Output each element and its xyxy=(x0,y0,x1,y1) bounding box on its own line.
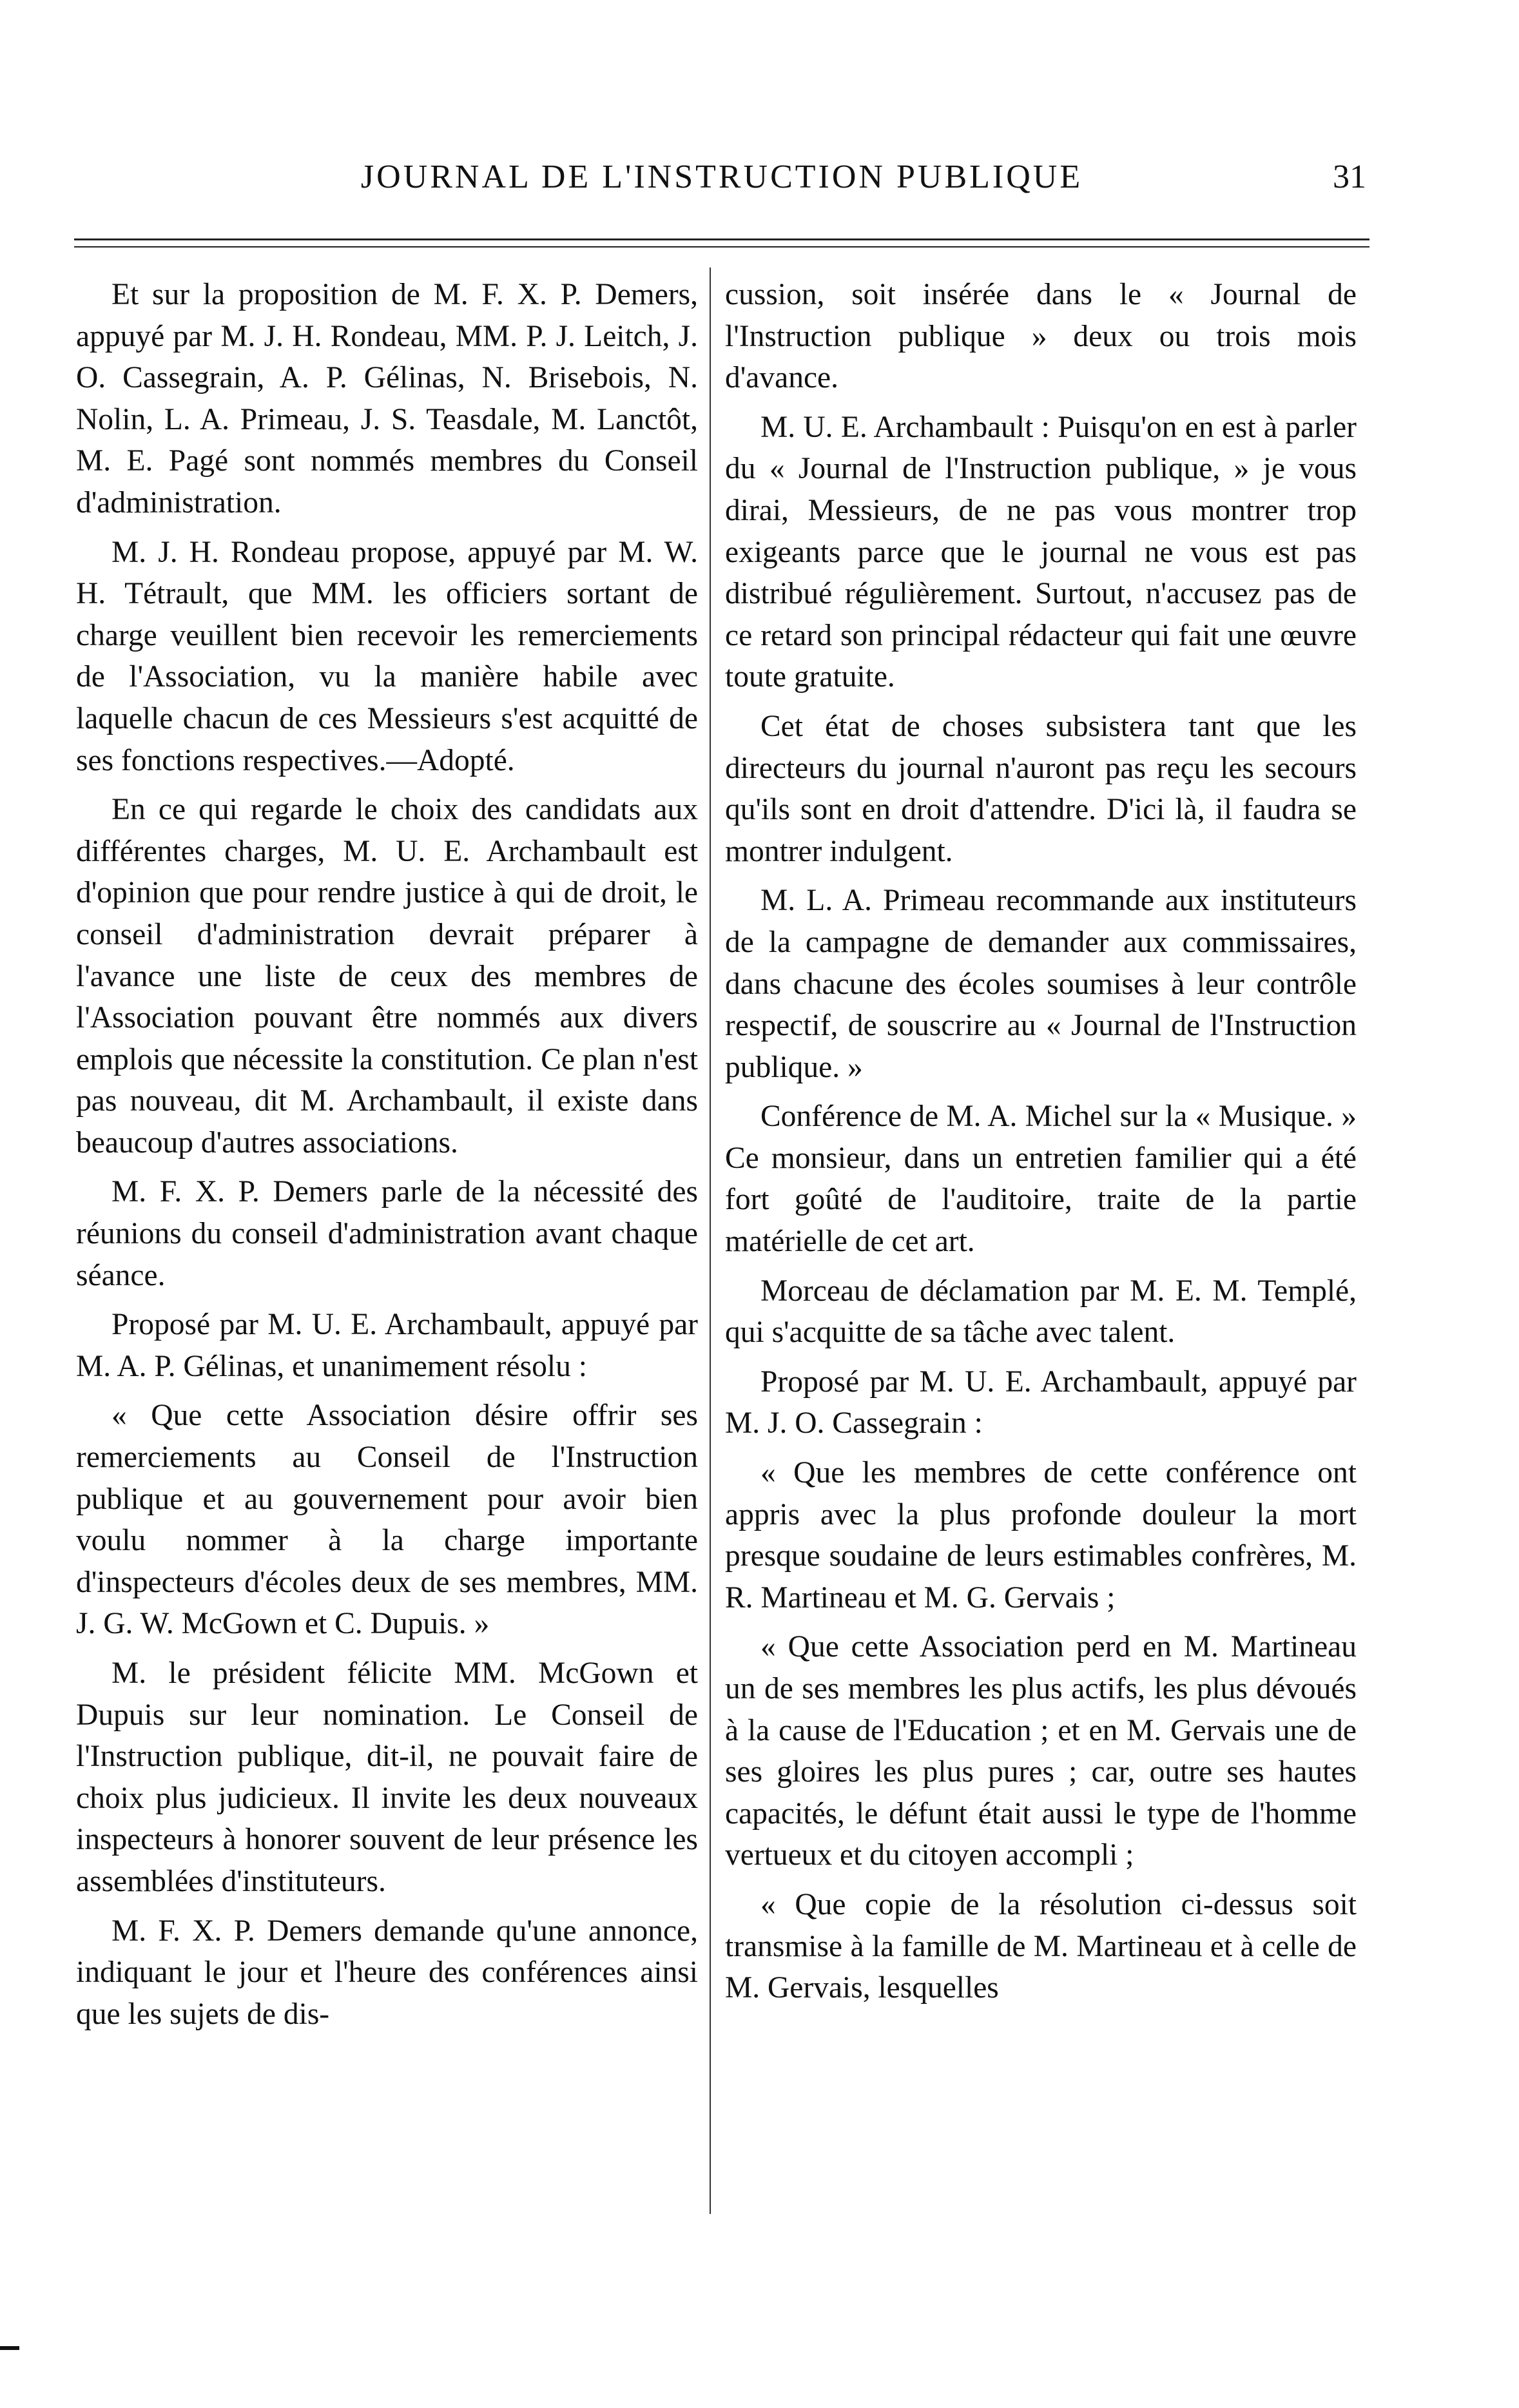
header-rule-bottom xyxy=(74,246,1369,248)
column-divider xyxy=(710,267,711,2214)
paragraph-condoleances: « Que les membres de cette conférence ont appris avec la plus profonde douleur la mort presque soudaine de leurs estimables confrères, M. R. Martineau et M. G. Gervais ; xyxy=(725,1456,1357,1615)
paragraph-propose-resolu: Proposé par M. U. E. Archambault, appuyé par M. A. P. Gélinas, et unanimement résolu : xyxy=(76,1308,698,1383)
paragraph-resolution-remerciements: « Que cette Association désire offrir ses remerciements au Conseil de l'Instruction publique et au gouvernement pour avoir bien voulu nommer à la charge importante d'inspecteurs d'écoles deux de ses membres, MM. J. G. W. McGown et C. Dupuis. » xyxy=(76,1399,698,1641)
page-header xyxy=(77,158,1366,209)
paragraph-primeau-recommande: M. L. A. Primeau recommande aux instituteurs de la campagne de demander aux commissaires, dans chacune des écoles soumises à leur contrôle respectif, de souscrire au « Journal de l'Instruction publique. » xyxy=(725,884,1357,1084)
paragraph-discussion-insere: cussion, soit insérée dans le « Journal de l'Instruction publique » deux ou trois mois d'avance. xyxy=(725,278,1357,395)
paragraph-president-felicite: M. le président félicite MM. McGown et Dupuis sur leur nomination. Le Conseil de l'Instruction publique, dit-il, ne pouvait faire de choix plus judicieux. Il invite les deux nouveaux inspecteurs à honorer souvent de leur présence les assemblées d'instituteurs. xyxy=(76,1656,698,1898)
scan-edge-mark xyxy=(0,2346,19,2350)
paragraph-remerciements-officiers: M. J. H. Rondeau propose, appuyé par M. W. H. Tétrault, que MM. les officiers sortant de charge veuillent bien recevoir les remerciements de l'Association, vu la manière habile avec laquelle chacun de ces Messieurs s'est acquitté de ses fonctions respectives.—Adopté. xyxy=(76,535,698,777)
page-number: 31 xyxy=(1333,159,1366,195)
paragraph-demande-annonce: M. F. X. P. Demers demande qu'une annonce, indiquant le jour et l'heure des conférences ainsi que les sujets de dis- xyxy=(76,1914,698,2031)
paragraph-etat-choses: Cet état de choses subsistera tant que les directeurs du journal n'auront pas reçu les secours qu'ils sont en droit d'attendre. D'ici là, il faudra se montrer indulgent. xyxy=(725,709,1357,868)
paragraph-choix-candidats: En ce qui regarde le choix des candidats aux différentes charges, M. U. E. Archambault est d'opinion que pour rendre justice à qui de droit, le conseil d'administration devrait préparer à l'avance une liste de ceux des membres de l'Association pouvant être nommés aux divers emplois que nécessite la constitution. Ce plan n'est pas nouveau, dit M. Archambault, il existe dans beaucoup d'autres associations. xyxy=(76,793,698,1160)
paragraph-reunions-conseil: M. F. X. P. Demers parle de la nécessité des réunions du conseil d'administration avant chaque séance. xyxy=(76,1175,698,1292)
paragraph-declamation: Morceau de déclamation par M. E. M. Templé, qui s'acquitte de sa tâche avec talent. xyxy=(725,1274,1357,1350)
paragraph-conseil-administration: Et sur la proposition de M. F. X. P. Demers, appuyé par M. J. H. Rondeau, MM. P. J. Leitch, J. O. Cassegrain, A. P. Gélinas, N. Brisebois, N. Nolin, L. A. Primeau, J. S. Teasdale, M. Lanctôt, M. E. Pagé sont nommés membres du Conseil d'administration. xyxy=(76,278,698,519)
paragraph-archambault-journal: M. U. E. Archambault : Puisqu'on en est à parler du « Journal de l'Instruction publique, » je vous dirai, Messieurs, de ne pas vous montrer trop exigeants parce que le journal ne vous est pas distribué régulièrement. Surtout, n'accusez pas de ce retard son principal rédacteur qui fait une œuvre toute gratuite. xyxy=(725,410,1357,694)
paragraph-association-perd: « Que cette Association perd en M. Martineau un de ses membres les plus actifs, les plus dévoués à la cause de l'Education ; et en M. Gervais une de ses gloires les plus pures ; car, outre ses hautes capacités, le défunt était aussi le type de l'homme vertueux et du citoyen accompli ; xyxy=(725,1630,1357,1872)
paragraph-copie-resolution: « Que copie de la résolution ci-dessus soit transmise à la famille de M. Martineau et à celle de M. Gervais, lesquelles xyxy=(725,1887,1357,2005)
right-column xyxy=(725,274,1357,2009)
paragraph-conference-musique: Conférence de M. A. Michel sur la « Musique. » Ce monsieur, dans un entretien familier qui a été fort goûté de l'auditoire, traite de la partie matérielle de cet art. xyxy=(725,1100,1357,1259)
left-column xyxy=(76,274,698,2035)
running-title: JOURNAL DE L'INSTRUCTION PUBLIQUE xyxy=(360,159,1083,195)
paragraph-propose-archambault: Proposé par M. U. E. Archambault, appuyé par M. J. O. Cassegrain : xyxy=(725,1364,1357,1441)
header-rule-top xyxy=(74,238,1369,240)
